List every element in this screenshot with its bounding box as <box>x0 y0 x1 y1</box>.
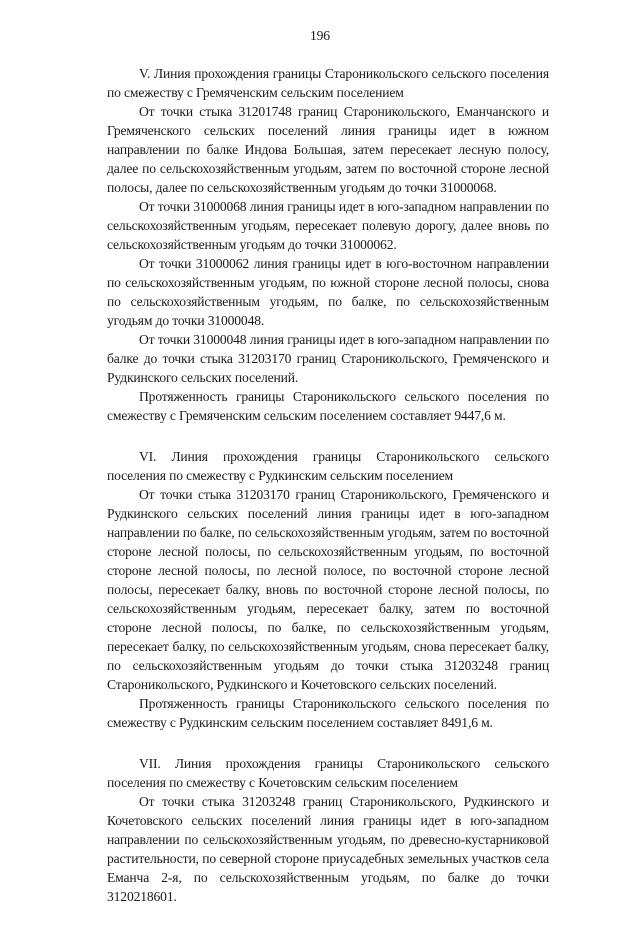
paragraph: От точки 31000068 линия границы идет в юго-западном направлении по сельскохозяйственным угодьям, пересекает полевую дорогу, далее вновь по сельскохозяйственным угодьям до точки 31000062. <box>107 199 549 252</box>
paragraph: От точки стыка 31201748 границ Староникольского, Еманчанского и Гремяченского сельских поселений линия границы идет в южном направлении по балке Индова Большая, затем пересекает лесную полосу, далее по сельскохозяйственным угодьям, затем по восточной стороне лесной полосы, далее по сельскохозяйственным угодьям до точки 31000068. <box>107 104 549 195</box>
paragraph: От точки 31000062 линия границы идет в юго-восточном направлении по сельскохозяйственным угодьям, по южной стороне лесной полосы, снова по сельскохозяйственным угодьям, по балке, по сельскохозяйственным угодьям до точки 31000048. <box>107 256 549 328</box>
section-v <box>107 64 549 425</box>
section-vi <box>107 447 549 732</box>
section-heading: VI. Линия прохождения границы Староникольского сельского поселения по смежеству с Рудкинским сельским поселением <box>107 449 549 483</box>
paragraph: От точки стыка 31203170 границ Староникольского, Гремяченского и Рудкинского сельских поселений линия границы идет в юго-западном направлении по балке, по сельскохозяйственным угодьям, затем по восточной стороне лесной полосы, по сельскохозяйственным угодьям, по восточной стороне лесной полосы, по лесной полосе, по восточной стороне лесной полосы, пересекает балку, вновь по восточной стороне лесной полосы, по сельскохозяйственным угодьям, пересекает балку, затем по восточной стороне лесной полосы, по балке, по сельскохозяйственным угодьям, пересекает балку, по сельскохозяйственным угодьям, снова пересекает балку, по сельскохозяйственным угодьям до точки стыка 31203248 границ Староникольского, Рудкинского и Кочетовского сельских поселений. <box>107 487 549 692</box>
section-vii <box>107 754 549 906</box>
section-heading: VII. Линия прохождения границы Староникольского сельского поселения по смежеству с Кочетовским сельским поселением <box>107 756 549 790</box>
document-body <box>107 64 549 928</box>
paragraph: Протяженность границы Староникольского сельского поселения по смежеству с Гремяченским сельским поселением составляет 9447,6 м. <box>107 389 549 423</box>
paragraph: От точки стыка 31203248 границ Староникольского, Рудкинского и Кочетовского сельских поселений линия границы идет в юго-западном направлении по сельскохозяйственным угодьям, по древесно-кустарниковой растительности, по северной стороне приусадебных земельных участков села Еманча 2-я, по сельскохозяйственным угодьям, по балке до точки 3120218601. <box>107 794 549 904</box>
paragraph: Протяженность границы Староникольского сельского поселения по смежеству с Рудкинским сельским поселением составляет 8491,6 м. <box>107 696 549 730</box>
section-heading: V. Линия прохождения границы Староникольского сельского поселения по смежеству с Гремяченским сельским поселением <box>107 66 549 100</box>
page-number: 196 <box>310 28 330 43</box>
paragraph: От точки 31000048 линия границы идет в юго-западном направлении по балке до точки стыка 31203170 границ Староникольского, Гремяченского и Рудкинского сельских поселений. <box>107 332 549 385</box>
